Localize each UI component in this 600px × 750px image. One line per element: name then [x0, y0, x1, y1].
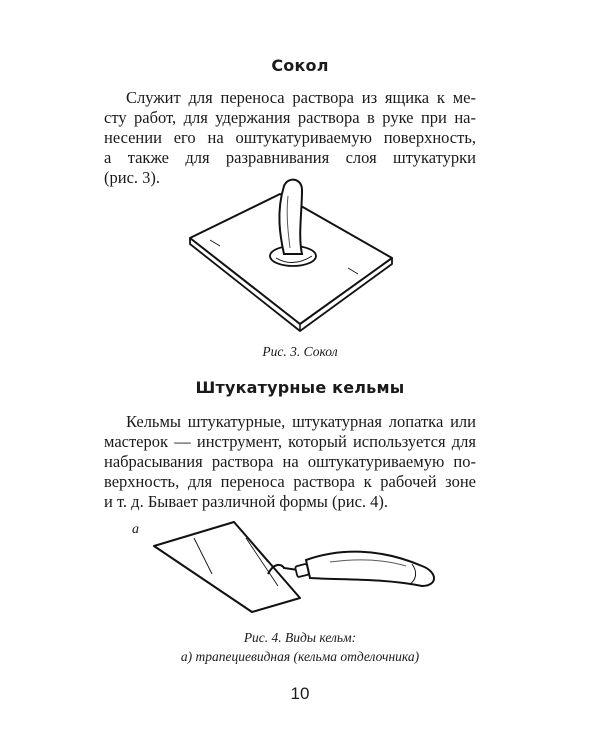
paragraph-line: Кельмы штукатурные, штукатурная лопатка или: [126, 412, 476, 431]
section-title-sokol: Сокол: [271, 56, 329, 75]
paragraph-line: (рис. 3).: [104, 168, 161, 187]
paragraph-line: и т. д. Бывает различной формы (рис. 4).: [104, 492, 389, 511]
paragraph-line: несении его на оштукатуриваемую поверхность,: [104, 128, 476, 147]
figure-label-a: а: [132, 522, 139, 537]
figure-caption-4-line1: Рис. 4. Виды кельм:: [243, 630, 357, 645]
figure-caption-3: Рис. 3. Сокол: [262, 344, 338, 359]
paragraph-line: а также для разравнивания слоя штукатурки: [104, 148, 476, 167]
paragraph-line: Служит для переноса раствора из ящика к ме-: [126, 88, 476, 107]
hawk-plastering-board-icon: [180, 176, 420, 336]
paragraph-trowels: [104, 412, 476, 512]
paragraph-sokol: [104, 88, 476, 188]
trowel-icon: [150, 516, 450, 616]
paragraph-line: верхность, для переноса раствора к рабочей зоне: [104, 472, 476, 491]
figure-caption-4-line2: а) трапециевидная (кельма отделочника): [180, 649, 420, 664]
section-title-trowels: Штукатурные кельмы: [195, 378, 405, 397]
paragraph-line: набрасывания раствора на оштукатуриваемую по-: [104, 452, 476, 471]
paragraph-line: сту работ, для удержания раствора в руке при на-: [104, 108, 476, 127]
figure-caption-4: [0, 628, 600, 666]
page-number: 10: [290, 684, 310, 703]
paragraph-line: мастерок — инструмент, который используется для: [104, 432, 476, 451]
